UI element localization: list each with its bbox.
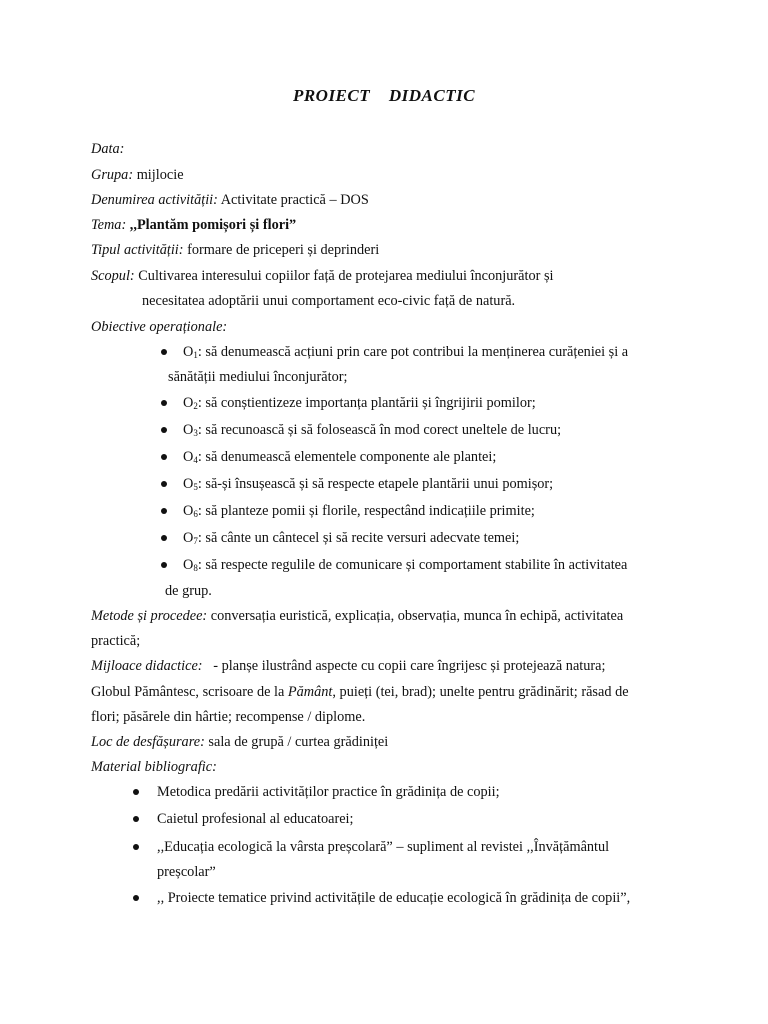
loc-label: Loc de desfășurare: [91, 734, 205, 750]
list-item: Caietul profesional al educatoarei; [157, 811, 354, 827]
mijloace-field [91, 657, 605, 675]
list-item: ,, Proiecte tematice privind activitățile de educație ecologică în grădinița de copii”, [157, 890, 631, 906]
bullet-icon [133, 895, 139, 901]
bullet-icon [161, 400, 167, 406]
list-item-continuation: de grup. [165, 583, 212, 599]
list-item: Metodica predării activităților practice în grădinița de copii; [157, 784, 500, 800]
list-item: ,,Educația ecologică la vârsta preșcolară” – supliment al revistei ,,Învățământul [157, 839, 610, 855]
bullet-icon [161, 481, 167, 487]
list-item: $O_6$: să planteze pomii și florile, respectând indicațiile primite; [183, 503, 535, 519]
mijloace-line2: Globul Pământesc, scrisoare de la Pământ, puieți (tei, brad); unelte pentru grădinărit; răsad de [91, 684, 629, 700]
data-label: Data: [91, 141, 125, 157]
metode-line2: practică; [91, 633, 141, 649]
mijloace-line3: flori; păsărele din hârtie; recompense / diplome. [91, 709, 366, 725]
bullet-icon [133, 816, 139, 822]
list-item: $O_3$: să recunoască și să folosească în mod corect uneltele de lucru; [183, 422, 562, 438]
tipul-value: formare de priceperi și deprinderi [187, 242, 380, 258]
bullet-icon [133, 789, 139, 795]
grupa-field [91, 166, 184, 184]
bullet-icon [161, 454, 167, 460]
list-item: $O_5$: să-și însușească și să respecte etapele plantării unui pomișor; [183, 476, 554, 492]
metode-line1: conversația euristică, explicația, observația, munca în echipă, activitatea [210, 608, 624, 624]
metode-label: Metode și procedee: [91, 608, 208, 624]
obiective-label: Obiective operaționale: [91, 319, 228, 335]
denumirea-field [91, 191, 369, 209]
scopul-line1: Cultivarea interesului copiilor față de protejarea mediului înconjurător și [138, 268, 554, 284]
bullet-icon [133, 844, 139, 850]
bullet-icon [161, 508, 167, 514]
tema-value: ,,Plantăm pomișori și flori” [129, 217, 297, 233]
mijloace-line1: - planșe ilustrând aspecte cu copii care îngrijesc și protejează natura; [206, 658, 606, 674]
denumirea-label: Denumirea activității: [91, 192, 218, 208]
tipul-field [91, 241, 379, 259]
bullet-icon [161, 535, 167, 541]
list-item: $O_4$: să denumească elementele componente ale plantei; [183, 449, 497, 465]
grupa-label: Grupa: [91, 167, 134, 183]
material-field [91, 758, 217, 776]
list-item: $O_8$: să respecte regulile de comunicare și comportament stabilite în activitatea [183, 557, 628, 573]
scopul-field [91, 267, 554, 285]
loc-value: sala de grupă / curtea grădiniței [208, 734, 389, 750]
data-field [91, 140, 124, 158]
tema-field [91, 216, 296, 234]
bullet-icon [161, 349, 167, 355]
pamant-word: Pământ [287, 684, 333, 700]
mijloace-label: Mijloace didactice: [91, 658, 203, 674]
denumirea-value: Activitate practică – DOS [220, 192, 369, 208]
bullet-icon [161, 427, 167, 433]
tema-label: Tema: [91, 217, 127, 233]
metode-field [91, 607, 623, 625]
list-item: $O_1$: să denumească acțiuni prin care pot contribui la menținerea curățeniei și a [183, 344, 629, 360]
grupa-value: mijlocie [136, 167, 184, 183]
scopul-label: Scopul: [91, 268, 135, 284]
tipul-label: Tipul activității: [91, 242, 184, 258]
bullet-icon [161, 562, 167, 568]
loc-field [91, 733, 388, 751]
page-title: PROIECT DIDACTIC [292, 86, 476, 105]
obiective-field [91, 318, 227, 336]
list-item-continuation: preșcolar” [157, 864, 216, 880]
list-item-continuation: sănătății mediului înconjurător; [168, 369, 348, 385]
list-item: $O_7$: să cânte un cântecel și să recite versuri adecvate temei; [183, 530, 520, 546]
scopul-line2: necesitatea adoptării unui comportament eco-civic față de natură. [142, 293, 516, 309]
list-item: $O_2$: să conștientizeze importanța plantării și îngrijirii pomilor; [183, 395, 536, 411]
material-label: Material bibliografic: [91, 759, 217, 775]
